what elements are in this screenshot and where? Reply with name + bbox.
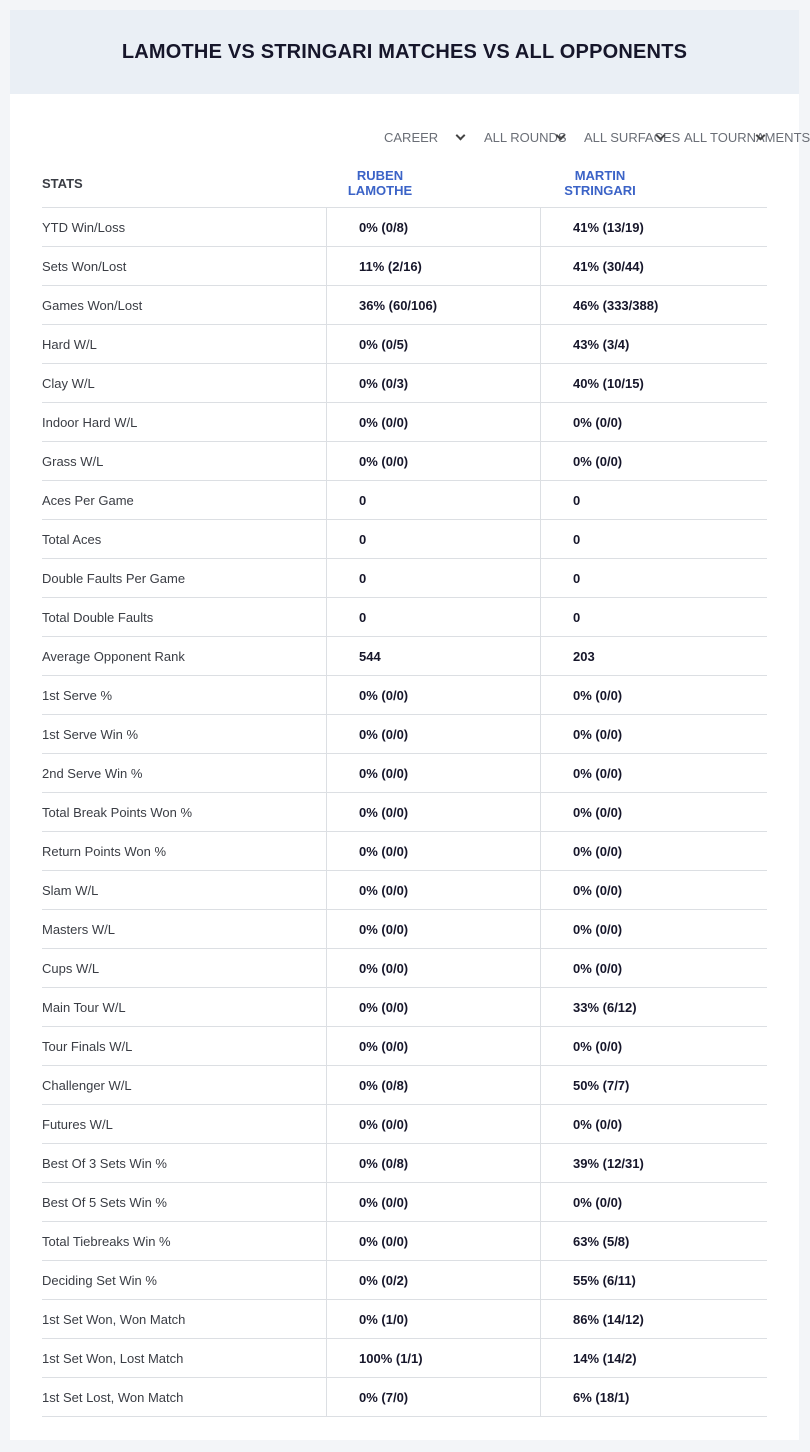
stat-label: Total Aces <box>42 531 102 547</box>
table-row <box>42 949 767 988</box>
filter-label: ALL ROUNDS <box>484 129 567 145</box>
stat-label: Best Of 5 Sets Win % <box>42 1194 167 1210</box>
player2-value: 43% (3/4) <box>540 325 767 364</box>
player1-value: 0 <box>326 481 540 520</box>
player1-value: 0% (0/3) <box>326 364 540 403</box>
stat-label: Deciding Set Win % <box>42 1272 157 1288</box>
filter-label: CAREER <box>384 129 439 145</box>
table-row <box>42 1183 767 1222</box>
player1-value: 0% (0/0) <box>326 1105 540 1144</box>
player1-value: 0 <box>326 520 540 559</box>
player1-value: 36% (60/106) <box>326 286 540 325</box>
player1-value: 0% (0/0) <box>326 910 540 949</box>
filter-rounds-select[interactable] <box>474 127 574 147</box>
stat-label: Best Of 3 Sets Win % <box>42 1155 167 1171</box>
filter-bar <box>374 127 810 147</box>
player2-value: 0% (0/0) <box>540 871 767 910</box>
table-row <box>42 1261 767 1300</box>
player1-value: 0% (0/0) <box>326 832 540 871</box>
player2-value: 41% (13/19) <box>540 208 767 247</box>
table-row <box>42 598 767 637</box>
page-title: LAMOTHE VS STRINGARI MATCHES VS ALL OPPONENTS <box>121 40 688 63</box>
stat-label: Challenger W/L <box>42 1077 132 1093</box>
player1-value: 0% (0/8) <box>326 1144 540 1183</box>
player2-value: 0% (0/0) <box>540 949 767 988</box>
table-row <box>42 637 767 676</box>
table-row <box>42 832 767 871</box>
table-row <box>42 871 767 910</box>
player1-value: 0% (0/0) <box>326 676 540 715</box>
player2-value: 14% (14/2) <box>540 1339 767 1378</box>
stats-column-header: STATS <box>42 175 83 191</box>
stat-label: Masters W/L <box>42 921 115 937</box>
table-row <box>42 910 767 949</box>
player1-value: 0% (0/0) <box>326 403 540 442</box>
player2-value: 0 <box>540 520 767 559</box>
player1-value: 0% (0/0) <box>326 442 540 481</box>
table-row <box>42 1105 767 1144</box>
stat-label: Cups W/L <box>42 960 100 976</box>
player1-value: 0% (0/2) <box>326 1261 540 1300</box>
player2-value: 203 <box>540 637 767 676</box>
player1-value: 0% (0/0) <box>326 1222 540 1261</box>
table-row <box>42 520 767 559</box>
table-row <box>42 403 767 442</box>
player2-value: 0 <box>540 598 767 637</box>
stat-label: Sets Won/Lost <box>42 258 127 274</box>
player1-value: 0% (0/0) <box>326 988 540 1027</box>
table-header <box>42 159 767 208</box>
stat-label: Clay W/L <box>42 375 95 391</box>
stat-label: Average Opponent Rank <box>42 648 185 664</box>
player1-value: 0 <box>326 598 540 637</box>
filter-tournaments-select[interactable] <box>674 127 810 147</box>
player2-value: 0% (0/0) <box>540 910 767 949</box>
player2-value: 39% (12/31) <box>540 1144 767 1183</box>
player1-value: 0% (0/8) <box>326 1066 540 1105</box>
player1-value: 0% (7/0) <box>326 1378 540 1417</box>
card-header <box>10 10 799 94</box>
table-row <box>42 442 767 481</box>
player1-value: 0% (0/0) <box>326 754 540 793</box>
filter-label: ALL SURFACES <box>584 129 681 145</box>
table-row <box>42 286 767 325</box>
player2-value: 0% (0/0) <box>540 715 767 754</box>
stat-label: YTD Win/Loss <box>42 219 126 235</box>
player2-value: 41% (30/44) <box>540 247 767 286</box>
table-row <box>42 1222 767 1261</box>
stat-label: 1st Serve % <box>42 687 113 703</box>
player1-value: 0% (0/8) <box>326 208 540 247</box>
stat-label: Total Tiebreaks Win % <box>42 1233 171 1249</box>
player2-value: 0% (0/0) <box>540 403 767 442</box>
table-row <box>42 676 767 715</box>
table-row <box>42 1378 767 1417</box>
table-row <box>42 988 767 1027</box>
player1-value: 544 <box>326 637 540 676</box>
player1-value: 0% (0/0) <box>326 1183 540 1222</box>
stats-table <box>42 159 767 1417</box>
stat-label: Aces Per Game <box>42 492 134 508</box>
player1-value: 0% (0/0) <box>326 715 540 754</box>
player2-value: 0% (0/0) <box>540 793 767 832</box>
player2-value: 0 <box>540 481 767 520</box>
table-row <box>42 793 767 832</box>
stats-card <box>10 10 810 1440</box>
stat-label: Grass W/L <box>42 453 104 469</box>
player2-link[interactable]: MARTIN STRINGARI <box>564 168 636 198</box>
player1-value: 0% (0/0) <box>326 793 540 832</box>
player1-value: 0% (0/0) <box>326 949 540 988</box>
table-row <box>42 481 767 520</box>
stat-label: 1st Set Lost, Won Match <box>42 1389 184 1405</box>
stat-label: Return Points Won % <box>42 843 167 859</box>
filter-label: ALL TOURNAMENTS <box>684 129 810 145</box>
stat-label: Double Faults Per Game <box>42 570 186 586</box>
player1-value: 0% (0/5) <box>326 325 540 364</box>
stat-label: 1st Set Won, Won Match <box>42 1311 186 1327</box>
player1-link[interactable]: RUBEN LAMOTHE <box>347 168 413 198</box>
table-row <box>42 559 767 598</box>
table-row <box>42 208 767 247</box>
player2-value: 0% (0/0) <box>540 1027 767 1066</box>
player2-value: 0 <box>540 559 767 598</box>
player1-value: 0 <box>326 559 540 598</box>
filter-period-select[interactable] <box>374 127 474 147</box>
table-row <box>42 754 767 793</box>
player1-value: 11% (2/16) <box>326 247 540 286</box>
stat-label: Indoor Hard W/L <box>42 414 138 430</box>
player1-value: 100% (1/1) <box>326 1339 540 1378</box>
stat-label: Total Double Faults <box>42 609 154 625</box>
chevron-down-icon <box>456 130 466 140</box>
table-row <box>42 1066 767 1105</box>
player2-value: 0% (0/0) <box>540 754 767 793</box>
player2-value: 63% (5/8) <box>540 1222 767 1261</box>
player2-value: 0% (0/0) <box>540 832 767 871</box>
table-row <box>42 325 767 364</box>
player2-value: 6% (18/1) <box>540 1378 767 1417</box>
player2-value: 40% (10/15) <box>540 364 767 403</box>
stat-label: Hard W/L <box>42 336 97 352</box>
stat-label: Futures W/L <box>42 1116 113 1132</box>
stat-label: Total Break Points Won % <box>42 804 193 820</box>
player2-value: 0% (0/0) <box>540 1183 767 1222</box>
stat-label: 1st Serve Win % <box>42 726 139 742</box>
stat-label: Main Tour W/L <box>42 999 126 1015</box>
stat-label: Tour Finals W/L <box>42 1038 133 1054</box>
table-row <box>42 1027 767 1066</box>
table-body <box>42 208 767 1417</box>
player2-value: 33% (6/12) <box>540 988 767 1027</box>
player2-value: 46% (333/388) <box>540 286 767 325</box>
filter-surfaces-select[interactable] <box>574 127 681 147</box>
player1-value: 0% (0/0) <box>326 871 540 910</box>
stat-label: 1st Set Won, Lost Match <box>42 1350 184 1366</box>
player2-value: 55% (6/11) <box>540 1261 767 1300</box>
player2-value: 86% (14/12) <box>540 1300 767 1339</box>
table-row <box>42 1300 767 1339</box>
stat-label: Slam W/L <box>42 882 99 898</box>
player1-value: 0% (0/0) <box>326 1027 540 1066</box>
stat-label: Games Won/Lost <box>42 297 143 313</box>
table-row <box>42 715 767 754</box>
player2-value: 0% (0/0) <box>540 442 767 481</box>
table-row <box>42 247 767 286</box>
stat-label: 2nd Serve Win % <box>42 765 143 781</box>
table-row <box>42 1144 767 1183</box>
table-row <box>42 1339 767 1378</box>
table-row <box>42 364 767 403</box>
player2-value: 0% (0/0) <box>540 676 767 715</box>
player2-value: 0% (0/0) <box>540 1105 767 1144</box>
player2-value: 50% (7/7) <box>540 1066 767 1105</box>
player1-value: 0% (1/0) <box>326 1300 540 1339</box>
